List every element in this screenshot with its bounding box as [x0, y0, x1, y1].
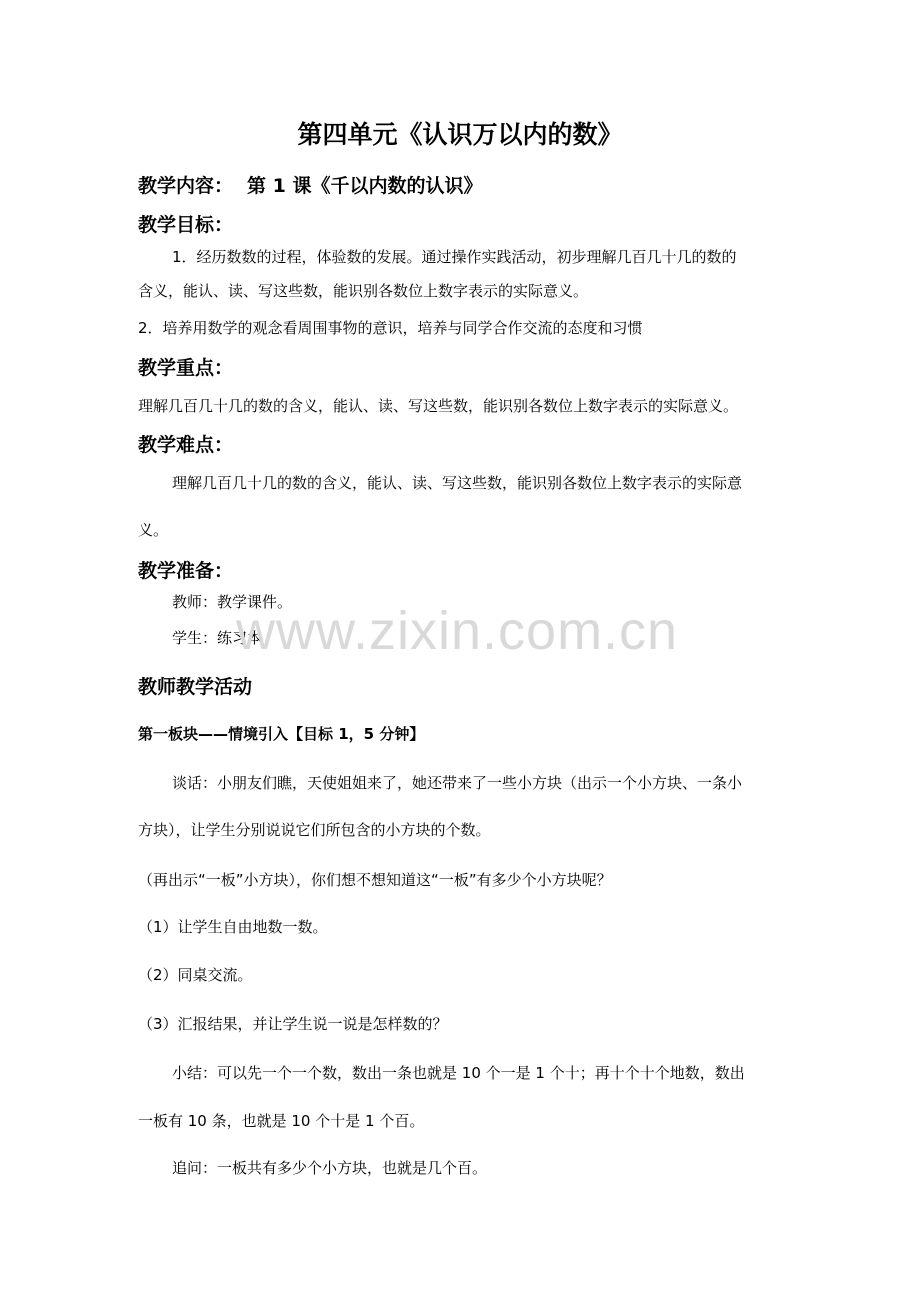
difficulties-line-2: 义。	[138, 521, 169, 539]
document-title: 第四单元《认识万以内的数》	[297, 120, 623, 149]
talk-line-2: 方块），让学生分别说说它们所包含的小方块的个数。	[138, 821, 491, 839]
activities-title: 教师教学活动	[138, 676, 253, 698]
watermark-text: www.zixin.com.cn	[236, 601, 679, 661]
preparation-heading: 教学准备：	[138, 560, 234, 582]
teaching-content-label: 教学内容：	[138, 175, 234, 197]
step-1: （1）让学生自由地数一数。	[138, 918, 328, 936]
lesson-title: 第 1 课《千以内数的认识》	[247, 175, 483, 197]
preparation-student: 学生：练习本	[172, 629, 263, 647]
goal-line-2: 含义，能认、读、写这些数，能识别各数位上数字表示的实际意义。	[138, 282, 589, 300]
block1-title: 第一板块——情境引入【目标 1，5 分钟】	[138, 725, 425, 743]
teaching-goals-heading: 教学目标：	[138, 214, 234, 236]
difficulties-heading: 教学难点：	[138, 434, 234, 456]
talk-line-1: 谈话：小朋友们瞧，天使姐姐来了，她还带来了一些小方块（出示一个小方块、一条小	[172, 774, 743, 792]
difficulties-line-1: 理解几百几十几的数的含义，能认、读、写这些数，能识别各数位上数字表示的实际意	[172, 474, 743, 492]
step-2: （2）同桌交流。	[138, 966, 253, 984]
followup-line: 追问：一板共有多少个小方块，也就是几个百。	[172, 1159, 488, 1177]
question-line: （再出示“一板”小方块），你们想不想知道这“一板”有多少个小方块呢？	[138, 871, 612, 889]
teaching-content-heading	[138, 173, 482, 199]
preparation-teacher: 教师：教学课件。	[172, 593, 293, 611]
summary-line-1: 小结：可以先一个一个数，数出一条也就是 10 个一是 1 个十；再十个十个地数，数出	[172, 1064, 745, 1082]
summary-line-2: 一板有 10 条，也就是 10 个十是 1 个百。	[138, 1112, 425, 1130]
key-points-heading: 教学重点：	[138, 357, 234, 379]
key-points-text: 理解几百几十几的数的含义，能认、读、写这些数，能识别各数位上数字表示的实际意义。	[138, 397, 739, 415]
step-3: （3）汇报结果，并让学生说一说是怎样数的？	[138, 1015, 448, 1033]
goal-line-1: 1．经历数数的过程，体验数的发展。通过操作实践活动，初步理解几百几十几的数的	[172, 248, 737, 266]
goal-line-3: 2．培养用数学的观念看周围事物的意识，培养与同学合作交流的态度和习惯	[138, 319, 643, 337]
